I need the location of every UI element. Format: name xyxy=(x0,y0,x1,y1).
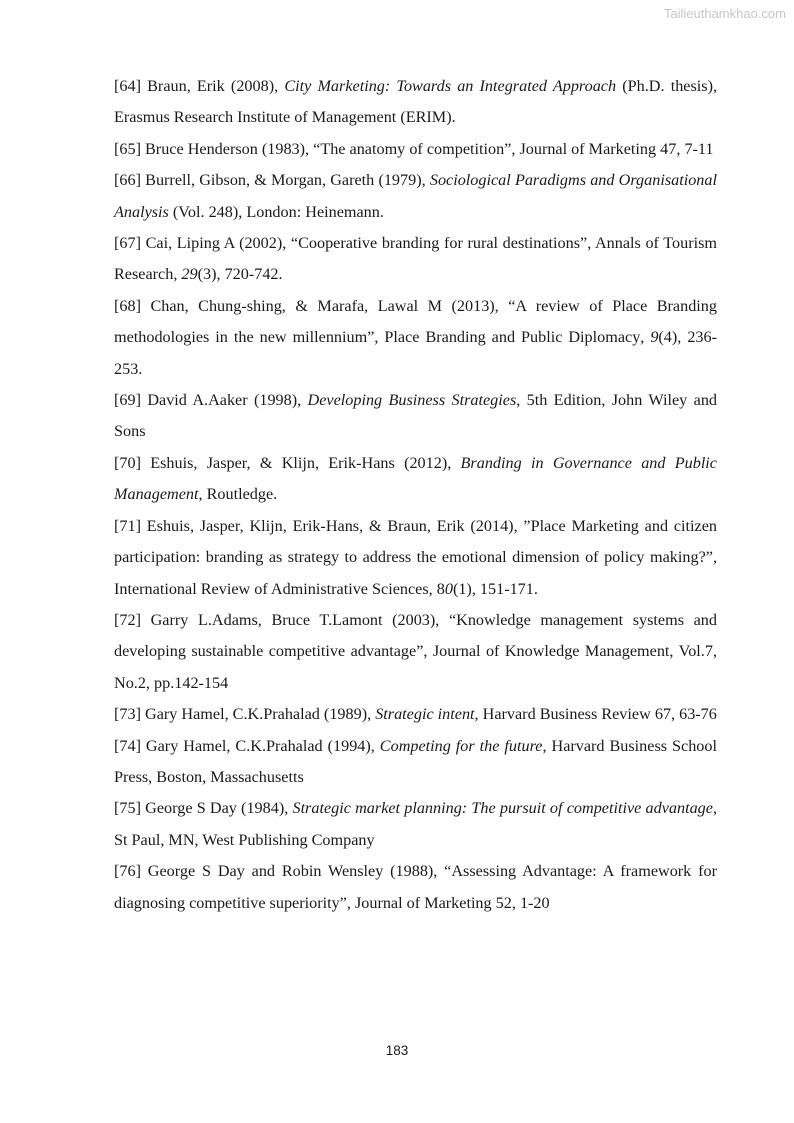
ref-text: [72] Garry L.Adams, Bruce T.Lamont (2003), “Knowledge management systems and developing sustainable competitive advantage”, Journal of Knowledge Management, Vol.7, No.2, pp.142-154 xyxy=(114,610,717,692)
ref-text: [69] David A.Aaker (1998), xyxy=(114,391,308,410)
ref-text-after: (Vol. 248), London: Heinemann. xyxy=(168,202,384,221)
reference-item xyxy=(114,448,717,511)
ref-text: [65] Bruce Henderson (1983), “The anatomy of competition”, Journal of Marketing 47, 7-11 xyxy=(114,139,714,158)
ref-text: [68] Chan, Chung-shing, & Marafa, Lawal M (2013), “A review of Place Branding methodologies in the new millennium”, Place Branding and Public Diplomacy xyxy=(114,296,717,347)
ref-text: [75] George S Day (1984), xyxy=(114,799,293,818)
ref-text: [67] Cai, Liping A (2002), “Cooperative branding for rural destinations”, Annals of Tourism Research xyxy=(114,234,717,284)
ref-text-after: (1), 151-171. xyxy=(452,579,538,598)
ref-text: [66] Burrell, Gibson, & Morgan, Gareth (1979), xyxy=(114,171,430,190)
ref-title: , 29 xyxy=(173,265,198,284)
reference-item xyxy=(114,699,717,730)
ref-title: City Marketing: Towards an Integrated Approach xyxy=(284,77,617,95)
ref-text-after: , Harvard Business Review 67, 63-76 xyxy=(474,705,717,724)
ref-text: [76] George S Day and Robin Wensley (1988), “Assessing Advantage: A framework for diagnosing competitive superiority”, Journal of Marketing 52, 1-20 xyxy=(114,862,717,912)
reference-item xyxy=(114,291,717,385)
ref-title: , 9 xyxy=(640,328,659,347)
reference-item xyxy=(114,228,717,291)
reference-item xyxy=(114,511,717,605)
ref-text-after: , St Paul, MN, West Publishing Company xyxy=(114,799,717,849)
ref-title: Branding in Governance and Public Management xyxy=(114,453,717,504)
page-number: 183 xyxy=(385,1043,409,1058)
reference-item xyxy=(114,165,717,228)
reference-item xyxy=(114,385,717,448)
ref-text: [73] Gary Hamel, C.K.Prahalad (1989), xyxy=(114,705,376,724)
ref-text-after: , Harvard Business School Press, Boston, Massachusetts xyxy=(114,736,717,786)
ref-text: [71] Eshuis, Jasper, Klijn, Erik-Hans, & Braun, Erik (2014), ”Place Marketing and citizen participation: branding as strategy to address the emotional dimension of policy making?”, International Review of Administrative Sciences, 8 xyxy=(114,516,717,598)
ref-text-after: (4), 236-253. xyxy=(114,328,717,378)
ref-text-after: (3), 720-742. xyxy=(197,265,283,284)
ref-text: [74] Gary Hamel, C.K.Prahalad (1994), xyxy=(114,736,380,755)
ref-text: [70] Eshuis, Jasper, & Klijn, Erik-Hans (2012), xyxy=(114,453,461,472)
ref-title: Competing for the future xyxy=(379,736,543,755)
ref-title: 0 xyxy=(444,579,453,598)
reference-list xyxy=(114,71,717,919)
ref-title: Strategic intent xyxy=(375,705,475,724)
reference-item xyxy=(114,793,717,856)
ref-title: Developing Business Strategies xyxy=(307,391,517,410)
ref-title: Strategic market planning: The pursuit of competitive advantage xyxy=(292,799,713,818)
ref-text: [64] Braun, Erik (2008), xyxy=(114,77,285,95)
reference-item xyxy=(114,856,717,919)
ref-text-after: (Ph.D. thesis), Erasmus Research Institute of Management (ERIM). xyxy=(114,77,718,127)
reference-item xyxy=(114,731,717,794)
ref-text-after: , 5th Edition, John Wiley and Sons xyxy=(114,391,718,441)
reference-item xyxy=(114,134,717,165)
reference-item xyxy=(114,71,717,134)
ref-title: Sociological Paradigms and Organisational Analysis xyxy=(114,171,717,221)
ref-text-after: , Routledge. xyxy=(198,485,278,504)
watermark-text: Tailieuthamkhao.com xyxy=(663,6,786,21)
reference-item xyxy=(114,605,717,699)
